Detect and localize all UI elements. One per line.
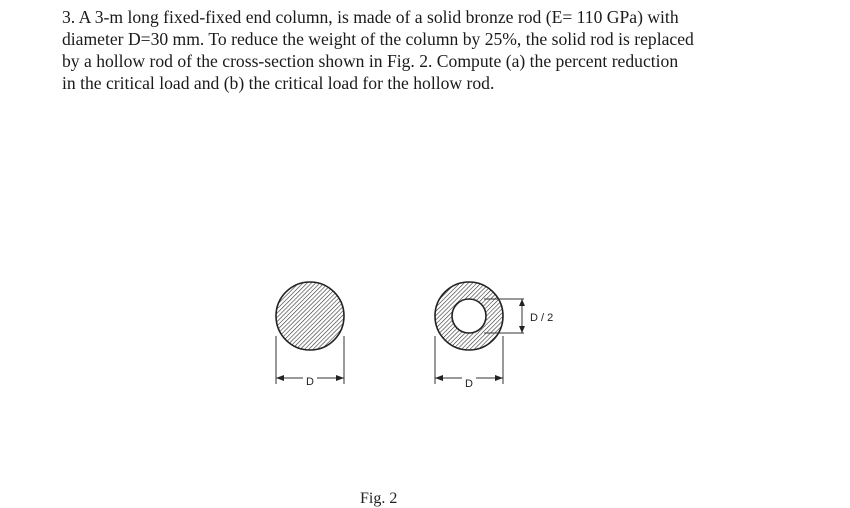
hollow-rod-section bbox=[435, 282, 503, 350]
hollow-dim-label: D bbox=[465, 378, 473, 390]
solid-dim-label: D bbox=[306, 376, 314, 388]
solid-rod-section bbox=[276, 282, 344, 350]
problem-line-1: 3. A 3-m long fixed-fixed end column, is made of a solid bronze rod (E= 110 GPa) with bbox=[62, 7, 679, 27]
figure-caption: Fig. 2 bbox=[360, 490, 398, 507]
problem-line-3: by a hollow rod of the cross-section shown in Fig. 2. Compute (a) the percent reduction bbox=[62, 51, 679, 71]
problem-line-2: diameter D=30 mm. To reduce the weight of the column by 25%, the solid rod is replaced bbox=[62, 29, 694, 49]
problem-line-4: in the critical load and (b) the critical load for the hollow rod. bbox=[62, 73, 495, 93]
wall-dim-label: D / 2 bbox=[530, 312, 554, 324]
